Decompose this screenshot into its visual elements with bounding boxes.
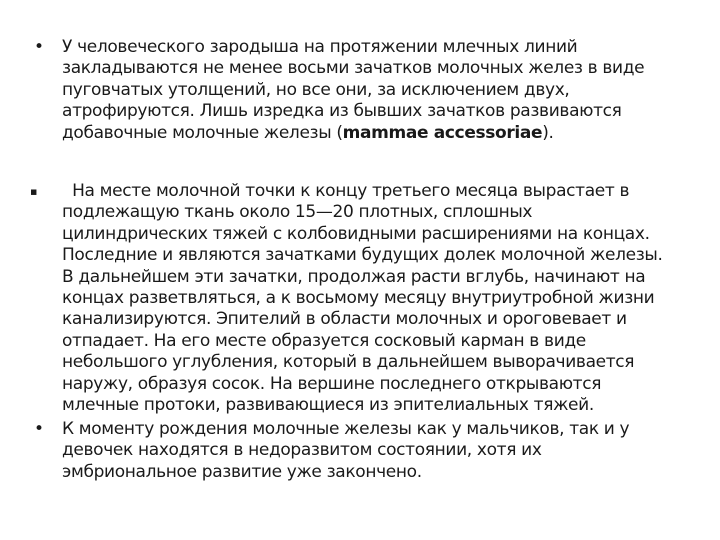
text-line: концах разветвляться, а к восьмому месяцу внутриутробной жизни [62, 288, 655, 309]
text-segment: добавочные молочные железы ( [62, 122, 343, 143]
text-line: наружу, образуя сосок. На вершине последнего открываются [62, 373, 602, 394]
text-line: закладываются не менее восьми зачатков молочных желез в виде [62, 58, 645, 79]
text-line: пуговчатых утолщений, но все они, за исключением двух, [62, 79, 570, 100]
text-line: подлежащую ткань около 15—20 плотных, сплошных [62, 202, 533, 223]
text-line: канализируются. Эпителий в области молочных и ороговевает и [62, 309, 627, 330]
text-line: У человеческого зародыша на протяжении млечных линий [62, 37, 578, 57]
text-line: На месте молочной точки к концу третьего месяца вырастает в [62, 181, 630, 201]
bullet-marker: • [34, 37, 45, 57]
text-line: цилиндрических тяжей с колбовидными расширениями на концах. [62, 223, 650, 244]
text-line: млечные протоки, развивающиеся из эпителиальных тяжей. [62, 395, 594, 416]
text-line: небольшого углубления, который в дальнейшем выворачивается [62, 352, 635, 373]
bullet-marker: ▪ [30, 185, 38, 198]
bullet-paragraph [62, 37, 712, 144]
bullet-marker: • [34, 419, 45, 439]
bullet-paragraph [62, 181, 712, 416]
text-line: девочек находятся в недоразвитом состоянии, хотя их [62, 440, 542, 461]
text-line: В дальнейшем эти зачатки, продолжая расти вглубь, начинают на [62, 266, 646, 287]
text-line: отпадает. На его месте образуется сосковый карман в виде [62, 330, 586, 351]
text-line: эмбриональное развитие уже закончено. [62, 461, 422, 482]
text-line: К моменту рождения молочные железы как у мальчиков, так и у [62, 419, 630, 439]
latin-term: mammae accessoriae [342, 122, 543, 143]
bullet-paragraph [62, 419, 712, 483]
text-line [62, 123, 712, 144]
text-segment: ). [542, 122, 554, 143]
text-line: атрофируются. Лишь изредка из бывших зачатков развиваются [62, 101, 622, 122]
text-line: Последние и являются зачатками будущих долек молочной железы. [62, 245, 663, 266]
